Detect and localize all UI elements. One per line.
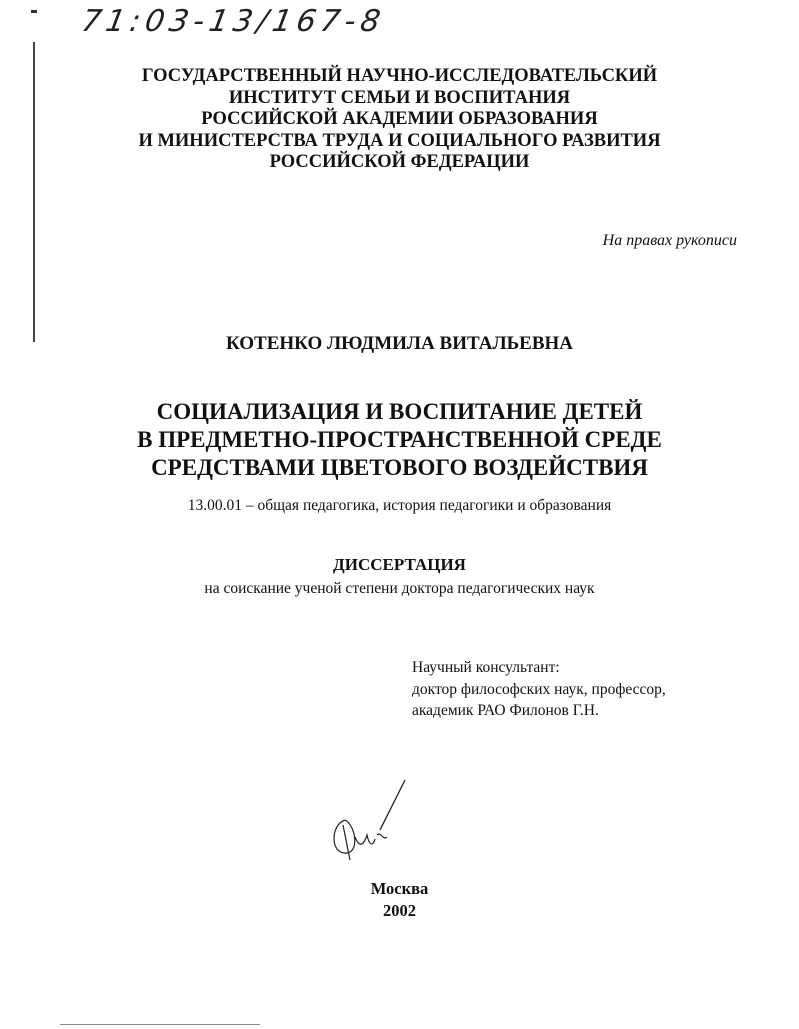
institution-header — [0, 66, 799, 174]
institution-line: ИНСТИТУТ СЕМЬИ И ВОСПИТАНИЯ — [228, 87, 571, 108]
place-and-year — [0, 878, 799, 922]
scan-bottom-line — [60, 1024, 260, 1025]
scientific-consultant — [412, 657, 666, 722]
rights-note: На правах рукописи — [602, 232, 737, 249]
dissertation-title — [0, 398, 799, 482]
title-line: В ПРЕДМЕТНО-ПРОСТРАНСТВЕННОЙ СРЕДЕ — [137, 427, 662, 452]
title-line: СОЦИАЛИЗАЦИЯ И ВОСПИТАНИЕ ДЕТЕЙ — [156, 399, 643, 424]
institution-line: И МИНИСТЕРСТВА ТРУДА И СОЦИАЛЬНОГО РАЗВИТИЯ — [138, 130, 661, 151]
year: 2002 — [383, 901, 416, 920]
city: Москва — [370, 879, 429, 898]
specialty: 13.00.01 – общая педагогика, история педагогики и образования — [187, 497, 612, 514]
consultant-degree: доктор философских наук, профессор, — [412, 680, 666, 698]
scan-mark — [31, 10, 37, 13]
title-line: СРЕДСТВАМИ ЦВЕТОВОГО ВОЗДЕЙСТВИЯ — [151, 455, 648, 480]
institution-line: ГОСУДАРСТВЕННЫЙ НАУЧНО-ИССЛЕДОВАТЕЛЬСКИЙ — [141, 66, 658, 86]
institution-line: РОССИЙСКОЙ АКАДЕМИИ ОБРАЗОВАНИЯ — [201, 109, 598, 129]
degree-description: на соискание ученой степени доктора педагогических наук — [204, 580, 595, 597]
author-name: КОТЕНКО ЛЮДМИЛА ВИТАЛЬЕВНА — [225, 333, 574, 354]
signature — [325, 775, 425, 865]
consultant-name: академик РАО Филонов Г.Н. — [412, 702, 599, 719]
institution-line: РОССИЙСКОЙ ФЕДЕРАЦИИ — [269, 152, 530, 172]
document-type: ДИССЕРТАЦИЯ — [333, 555, 466, 574]
consultant-label: Научный консультант: — [412, 659, 560, 676]
handwritten-catalog-number: 71:03-13/167-8 — [78, 4, 388, 39]
